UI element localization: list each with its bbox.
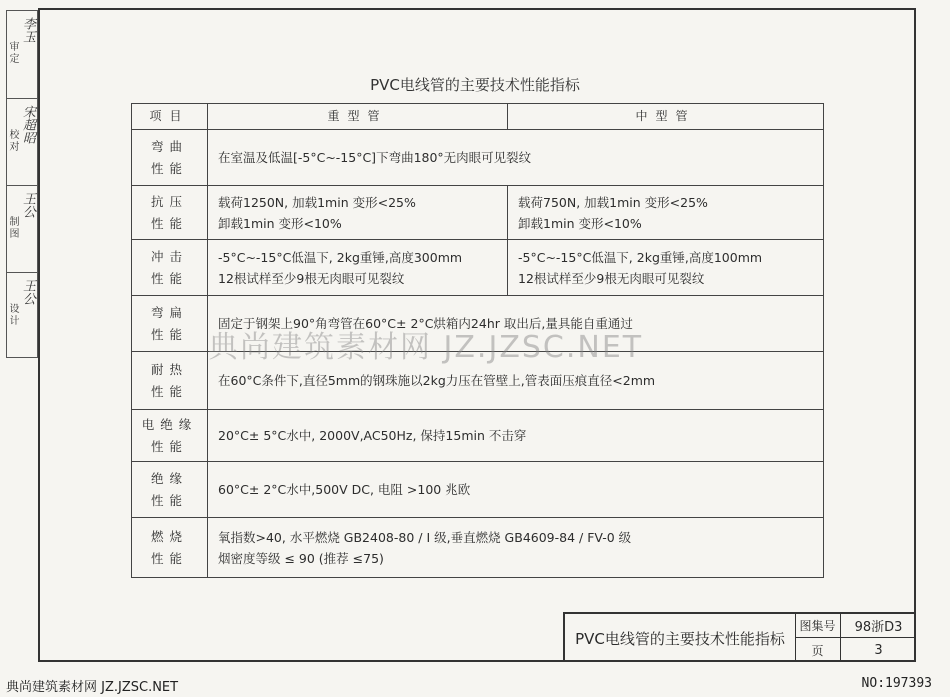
row-item bbox=[132, 352, 208, 410]
strip-label: 制图 bbox=[7, 215, 18, 240]
footer-number: NO:197393 bbox=[861, 676, 932, 691]
cell-line: -5°C~-15°C低温下, 2kg重锤,高度300mm bbox=[218, 249, 463, 265]
strip-label: 审定 bbox=[7, 40, 18, 65]
table-row bbox=[132, 240, 824, 296]
row-item bbox=[132, 410, 208, 462]
item-line: 绝缘 bbox=[150, 470, 188, 486]
cell-merged bbox=[208, 518, 824, 578]
cell-line: 载荷1250N, 加载1min 变形<25% bbox=[218, 194, 416, 210]
atlas-label: 图集号 bbox=[795, 614, 841, 638]
table-row bbox=[132, 462, 824, 518]
cell-heavy bbox=[208, 240, 508, 296]
cell-line: 卸载1min 变形<10% bbox=[218, 215, 342, 231]
signature: 王公 bbox=[20, 192, 35, 218]
cell-line: 在室温及低温[-5°C~-15°C]下弯曲180°无肉眼可见裂纹 bbox=[218, 150, 532, 165]
title-block bbox=[563, 612, 916, 662]
cell-line: 氧指数>40, 水平燃烧 GB2408-80 / I 级,垂直燃烧 GB4609-84 / FV-0 级 bbox=[218, 529, 632, 545]
signature: 宋超昭 bbox=[20, 105, 35, 144]
atlas-value: 98浙D3 bbox=[841, 614, 916, 638]
cell-line: 在60°C条件下,直径5mm的钢珠施以2kg力压在管壁上,管表面压痕直径<2mm bbox=[218, 373, 656, 388]
cell-line: 烟密度等级 ≤ 90 (推荐 ≤75) bbox=[218, 550, 384, 566]
row-item bbox=[132, 130, 208, 186]
item-line: 耐热 bbox=[150, 361, 188, 377]
item-line: 电绝缘 bbox=[141, 416, 198, 432]
strip-cell bbox=[7, 272, 37, 359]
row-item bbox=[132, 240, 208, 296]
signature: 王公 bbox=[20, 279, 35, 305]
row-item bbox=[132, 462, 208, 518]
table-row bbox=[132, 410, 824, 462]
item-line: 性能 bbox=[150, 438, 188, 454]
item-line: 冲击 bbox=[150, 248, 188, 264]
item-line: 性能 bbox=[150, 326, 188, 342]
cell-line: 12根试样至少9根无肉眼可见裂纹 bbox=[218, 270, 405, 286]
cell-line: 卸载1min 变形<10% bbox=[518, 215, 642, 231]
signature-strip bbox=[6, 10, 38, 358]
document-title: PVC电线管的主要技术性能指标 bbox=[370, 76, 580, 94]
table-row bbox=[132, 518, 824, 578]
cell-merged bbox=[208, 296, 824, 352]
strip-cell bbox=[7, 98, 37, 185]
signature: 李玉 bbox=[20, 17, 35, 43]
cell-line: 12根试样至少9根无肉眼可见裂纹 bbox=[518, 270, 705, 286]
table-row bbox=[132, 352, 824, 410]
item-line: 性能 bbox=[150, 550, 188, 566]
cell-line: -5°C~-15°C低温下, 2kg重锤,高度100mm bbox=[518, 249, 763, 265]
item-line: 性能 bbox=[150, 270, 188, 286]
page-value: 3 bbox=[874, 642, 883, 658]
header-medium: 中型管 bbox=[508, 104, 824, 130]
item-line: 燃烧 bbox=[150, 528, 188, 544]
cell-medium bbox=[508, 186, 824, 240]
cell-medium bbox=[508, 240, 824, 296]
title-block-name: PVC电线管的主要技术性能指标 bbox=[565, 614, 796, 662]
strip-label: 设计 bbox=[7, 302, 18, 327]
item-line: 性能 bbox=[150, 383, 188, 399]
table-row bbox=[132, 130, 824, 186]
footer-site: 典尚建筑素材网 JZ.JZSC.NET bbox=[6, 680, 179, 695]
header-item: 项目 bbox=[132, 104, 208, 130]
cell-line: 20°C± 5°C水中, 2000V,AC50Hz, 保持15min 不击穿 bbox=[218, 428, 527, 443]
cell-merged bbox=[208, 410, 824, 462]
table-row bbox=[132, 186, 824, 240]
item-line: 抗压 bbox=[150, 193, 188, 209]
cell-line: 60°C± 2°C水中,500V DC, 电阻 >100 兆欧 bbox=[218, 482, 471, 497]
item-line: 性能 bbox=[150, 215, 188, 231]
watermark: 典尚建筑素材网 JZ.JZSC.NET bbox=[208, 330, 644, 365]
item-line: 弯扁 bbox=[150, 304, 188, 320]
cell-merged bbox=[208, 462, 824, 518]
strip-cell bbox=[7, 185, 37, 272]
table-row bbox=[132, 296, 824, 352]
table-header-row bbox=[132, 104, 824, 130]
cell-line: 固定于钢架上90°角弯管在60°C± 2°C烘箱内24hr 取出后,量具能自重通过 bbox=[218, 316, 633, 331]
row-item bbox=[132, 518, 208, 578]
item-line: 性能 bbox=[150, 160, 188, 176]
strip-label: 校对 bbox=[7, 128, 18, 153]
row-item bbox=[132, 186, 208, 240]
cell-line: 载荷750N, 加载1min 变形<25% bbox=[518, 194, 708, 210]
header-heavy: 重型管 bbox=[208, 104, 508, 130]
cell-heavy bbox=[208, 186, 508, 240]
page-label: 页 bbox=[795, 638, 841, 662]
spec-table bbox=[131, 103, 824, 578]
item-line: 性能 bbox=[150, 492, 188, 508]
item-line: 弯曲 bbox=[150, 138, 188, 154]
cell-merged bbox=[208, 352, 824, 410]
cell-merged bbox=[208, 130, 824, 186]
row-item bbox=[132, 296, 208, 352]
